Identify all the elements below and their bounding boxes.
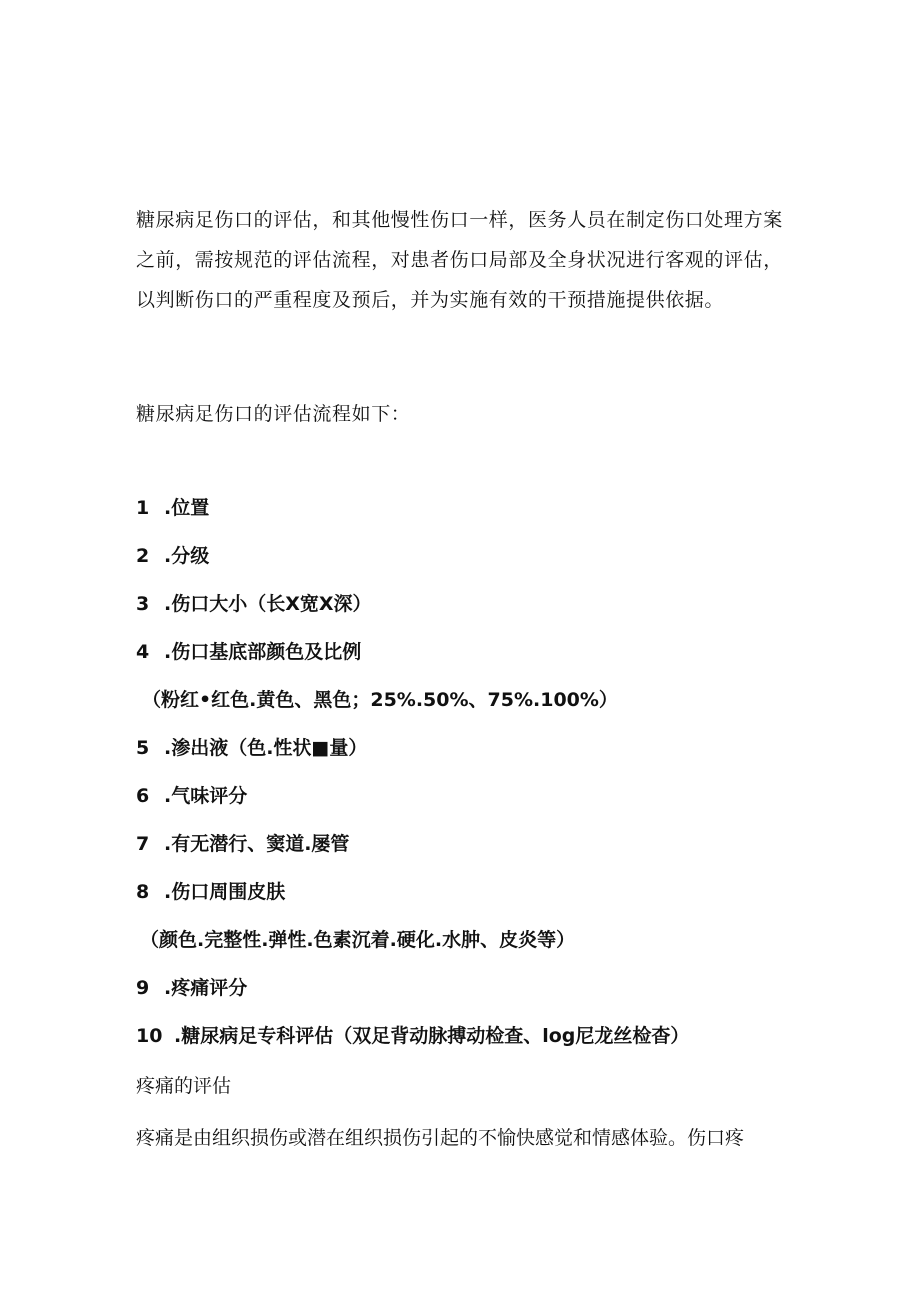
list-item: [136, 536, 836, 584]
step-number: 7: [136, 833, 150, 855]
step-number: 4: [136, 641, 150, 663]
list-item: [136, 728, 836, 776]
pain-assessment-heading: 疼痛的评估: [136, 1075, 232, 1097]
step-number: 5: [136, 737, 150, 759]
list-item: [136, 488, 836, 536]
list-item: [136, 584, 836, 632]
step-number: 1: [136, 497, 150, 519]
step-text: .气味评分: [164, 785, 248, 807]
list-item: [136, 776, 836, 824]
step-text: .糖尿病足专科评估（双足背动脉搏动检查、log尼龙丝检杳）: [174, 1025, 690, 1047]
step-text: .疼痛评分: [164, 977, 248, 999]
step-text: .伤口大小（长X宽X深）: [164, 593, 372, 615]
pain-paragraph: 疼痛是由组织损伤或潜在组织损伤引起的不愉快感觉和情感体验。伤口疼: [136, 1127, 745, 1149]
step-text: .有无潜行、窦道.屡管: [164, 833, 350, 855]
step-number: 6: [136, 785, 150, 807]
flow-heading: 糖尿病足伤口的评估流程如下：: [136, 403, 411, 425]
list-item: [136, 872, 836, 920]
step-text: .渗出液（色.性状■量）: [164, 737, 368, 759]
step4-detail: （粉红•红色.黄色、黑色；25%.50%、75%.100%）: [142, 689, 618, 711]
list-item: [136, 1016, 836, 1064]
step-number: 2: [136, 545, 150, 567]
step-text: .位置: [164, 497, 210, 519]
assessment-steps-list: [136, 488, 836, 1064]
step-number: 3: [136, 593, 150, 615]
step-text: .分级: [164, 545, 210, 567]
step-number: 8: [136, 881, 150, 903]
step-number: 9: [136, 977, 150, 999]
list-item: [136, 824, 836, 872]
list-item: [136, 632, 836, 680]
intro-paragraph: 糖尿病足伤口的评估，和其他慢性伤口一样，医务人员在制定伤口处理方案之前，需按规范的评估流程，对患者伤口局部及全身状况进行客观的评估，以判断伤口的严重程度及预后，并为实施有效的干预措施提供依据。: [136, 209, 783, 311]
step-number: 10: [136, 1025, 163, 1047]
step-text: .伤口基底部颜色及比例: [164, 641, 362, 663]
list-item: [136, 968, 836, 1016]
step-text: .伤口周围皮肤: [164, 881, 286, 903]
step8-detail: （颜色.完整性.弹性.色素沉着.硬化.水肿、皮炎等）: [140, 929, 576, 951]
